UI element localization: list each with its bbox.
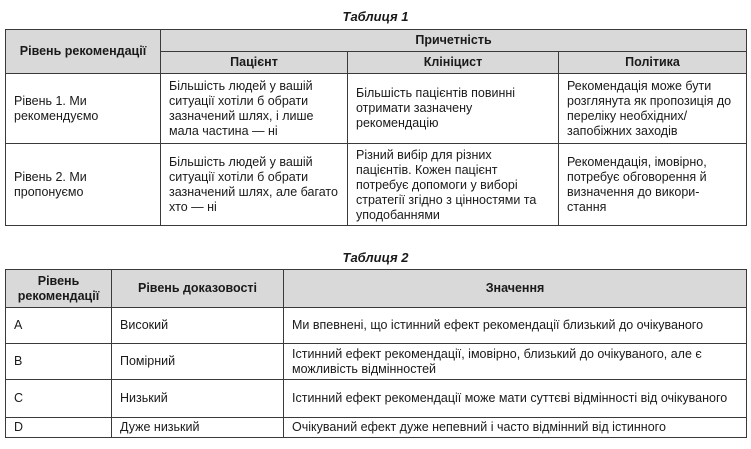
evidence-cell: Високий (112, 308, 284, 344)
evidence-cell: Помірний (112, 344, 284, 380)
header-meaning: Значення (284, 270, 747, 308)
table-row (6, 308, 747, 344)
header-involvement: Причетність (161, 30, 747, 52)
level-cell: Рівень 1. Ми рекомендуємо (6, 74, 161, 144)
table-row (6, 144, 747, 226)
level-cell: A (6, 308, 112, 344)
header-clinician: Клініцист (348, 52, 559, 74)
policy-cell: Рекомендація, імовірно, потребує обговорення й визначення до викори-стання (559, 144, 747, 226)
level-cell: D (6, 418, 112, 438)
header-patient: Пацієнт (161, 52, 348, 74)
table2-caption: Таблиця 2 (342, 250, 409, 265)
header-recommendation-level: Рівень рекомендації (6, 30, 161, 74)
header-recommendation-level: Рівень рекомендації (6, 270, 112, 308)
clinician-cell: Різний вибір для різних пацієнтів. Кожен пацієнт потребує допомоги у виборі стратегії згідно з цінностями та уподобаннями (348, 144, 559, 226)
level-cell: C (6, 380, 112, 418)
evidence-cell: Низький (112, 380, 284, 418)
patient-cell: Більшість людей у вашій ситуації хотіли б обрати зазначений шлях, але багато хто — ні (161, 144, 348, 226)
meaning-cell: Істинний ефект рекомендації, імовірно, близький до очікуваного, але є можливість відмінностей (284, 344, 747, 380)
header-evidence-level: Рівень доказовості (112, 270, 284, 308)
table-row (6, 74, 747, 144)
table1-caption: Таблиця 1 (342, 9, 409, 24)
level-cell: B (6, 344, 112, 380)
recommendation-level-table (5, 29, 747, 226)
evidence-cell: Дуже низький (112, 418, 284, 438)
meaning-cell: Очікуваний ефект дуже непевний і часто відмінний від істинного (284, 418, 747, 438)
meaning-cell: Істинний ефект рекомендації може мати суттєві відмінності від очікуваного (284, 380, 747, 418)
policy-cell: Рекомендація може бути розглянута як пропозиція до переліку необхідних/запобіжних заходів (559, 74, 747, 144)
level-cell: Рівень 2. Ми пропонуємо (6, 144, 161, 226)
table-row (6, 418, 747, 438)
clinician-cell: Більшість пацієнтів повинні отримати зазначену рекомендацію (348, 74, 559, 144)
table-row (6, 344, 747, 380)
patient-cell: Більшість людей у вашій ситуації хотіли б обрати зазначений шлях, і лише мала частина — ні (161, 74, 348, 144)
table-row (6, 380, 747, 418)
meaning-cell: Ми впевнені, що істинний ефект рекомендації близький до очікуваного (284, 308, 747, 344)
header-policy: Політика (559, 52, 747, 74)
evidence-level-table (5, 269, 747, 438)
